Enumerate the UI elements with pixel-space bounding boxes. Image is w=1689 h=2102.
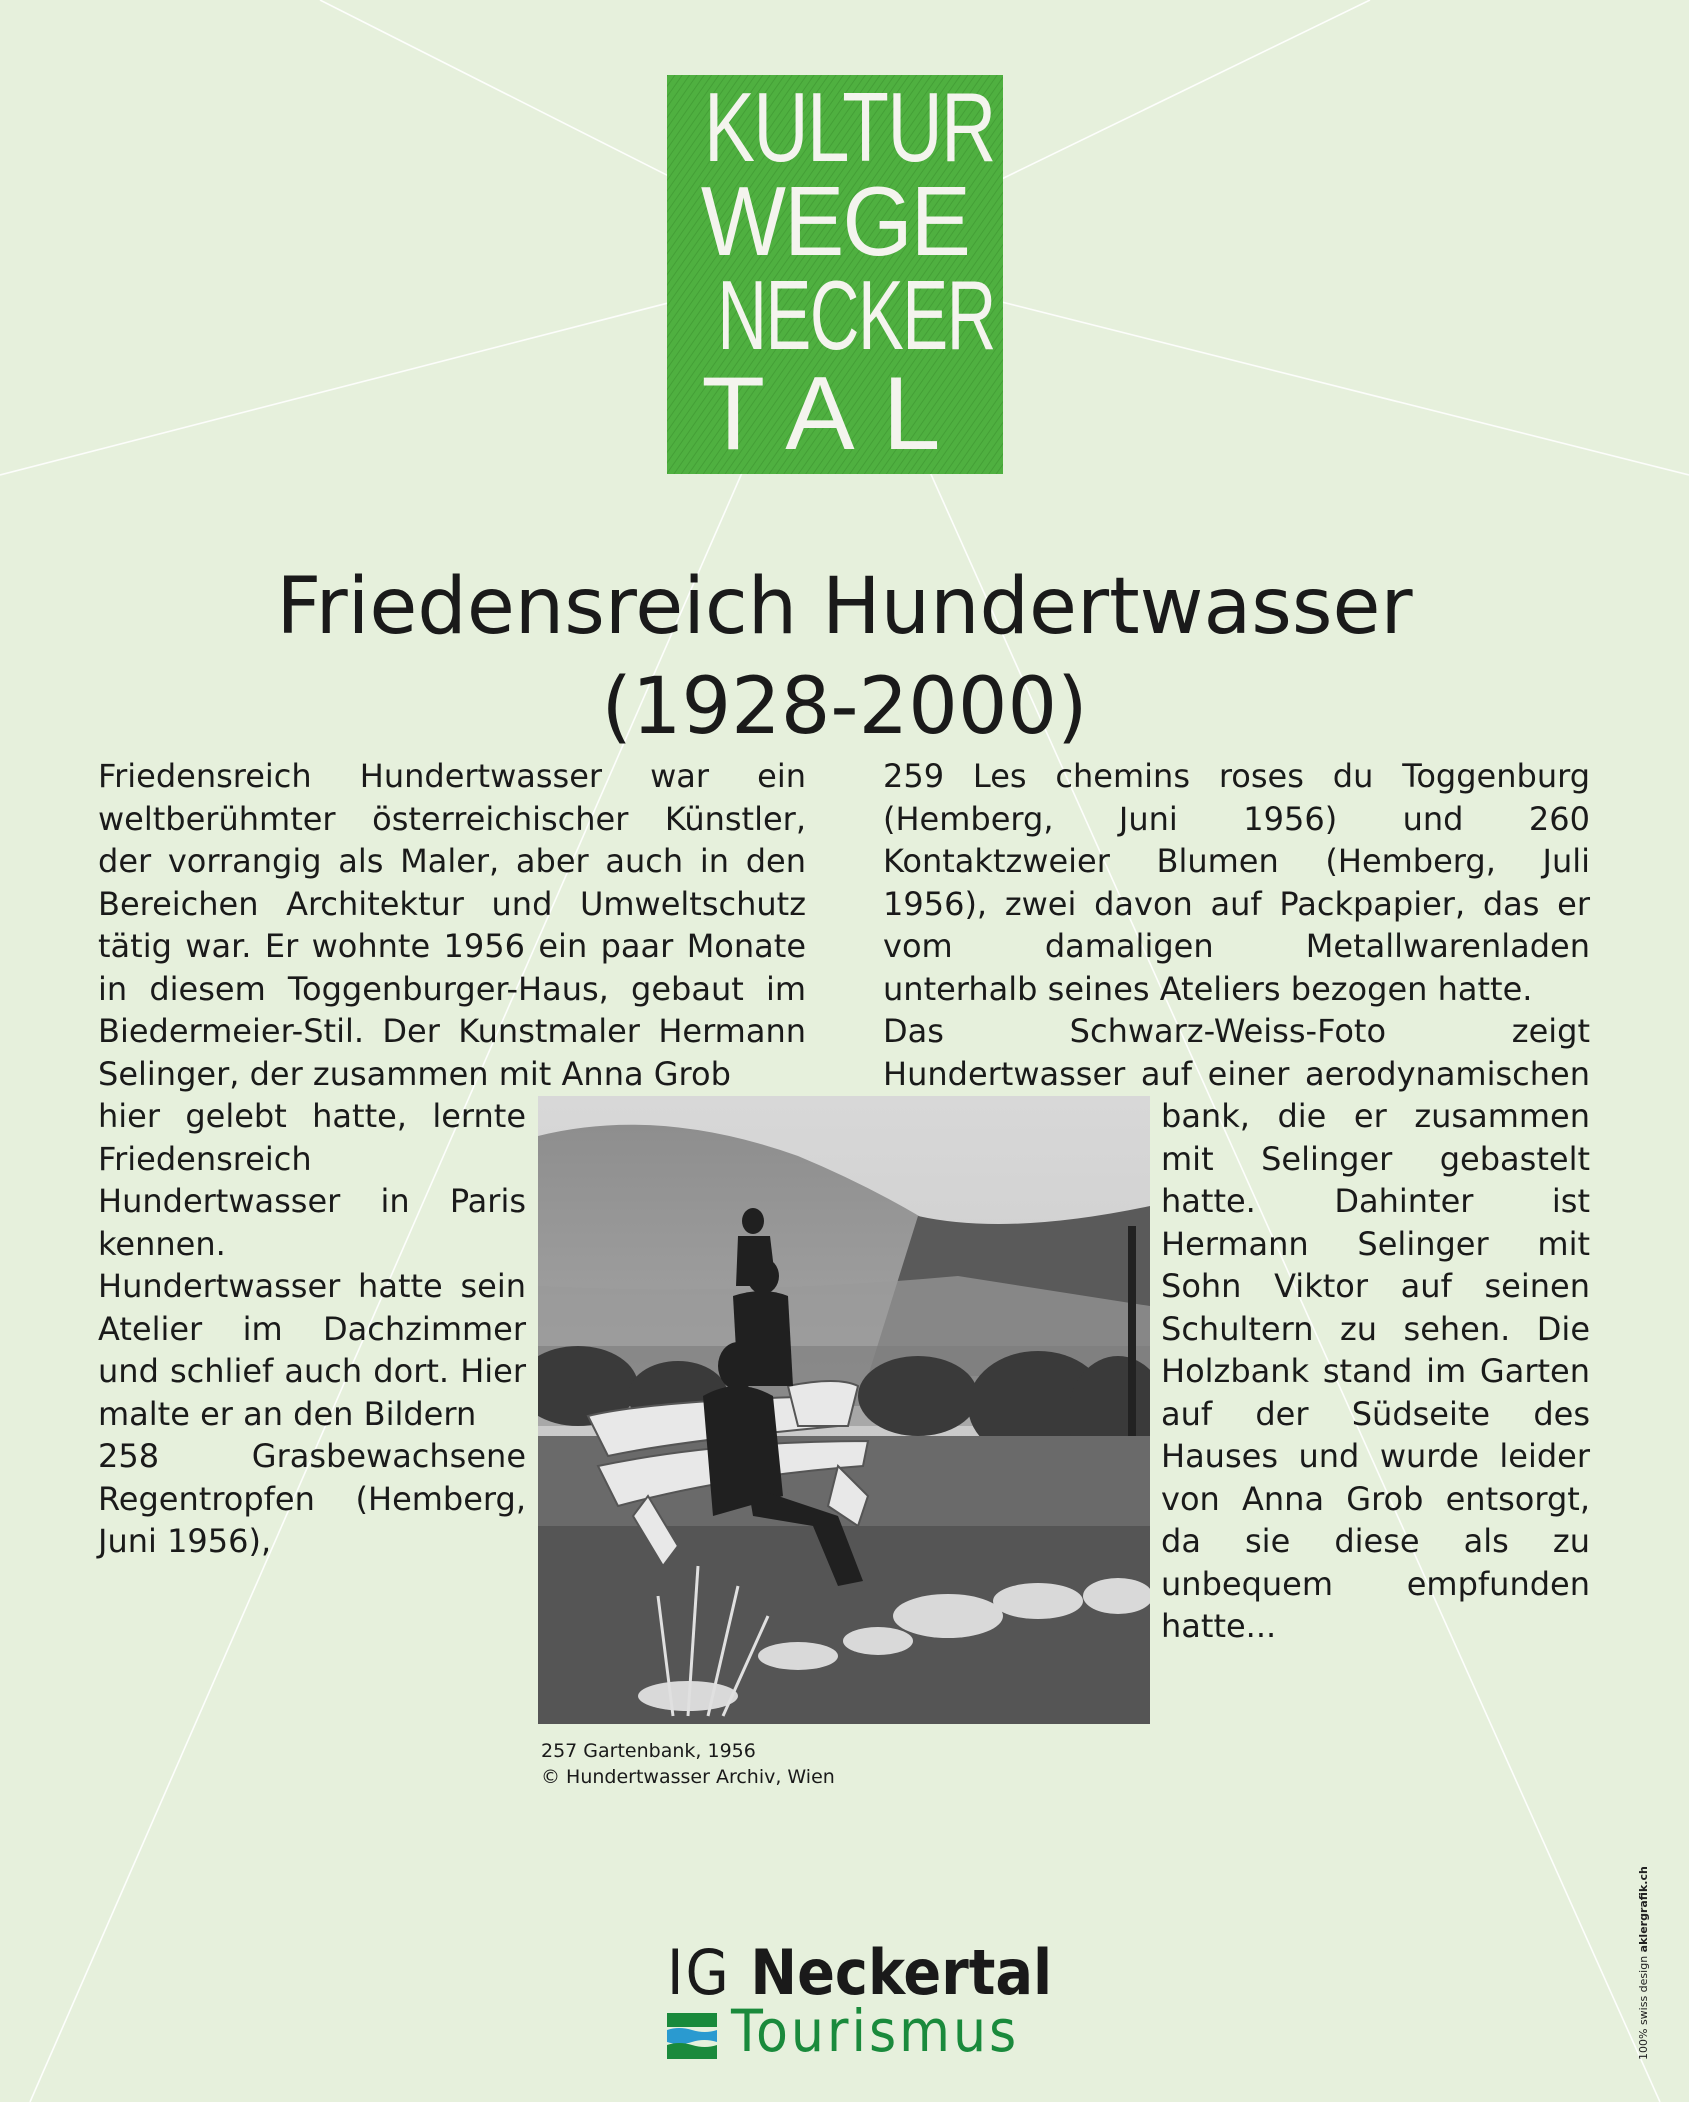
left-column-narrow	[98, 1095, 526, 1563]
caption-copyright: © Hundertwasser Archiv, Wien	[541, 1766, 835, 1788]
credit-site: aklergrafik.ch	[1637, 1866, 1650, 1953]
title-name: Friedensreich Hundertwasser	[276, 562, 1413, 652]
water-wave-icon	[667, 2013, 717, 2059]
caption-title: 257 Gartenbank, 1956	[541, 1740, 756, 1762]
title-years: (1928-2000)	[601, 662, 1088, 752]
left-paragraph-atelier: Hundertwasser hatte sein Atelier im Dachzimmer und schlief auch dort. Hier malte er an den Bildern	[98, 1267, 526, 1433]
right-paragraph-photo-intro: Das Schwarz-Weiss-Foto zeigt Hundertwasser auf einer aerodynamischen	[883, 1012, 1590, 1093]
design-credit	[1637, 1866, 1650, 2060]
intro-paragraph: Friedensreich Hundertwasser war ein weltberühmter österreichischer Künstler, der vorrangig als Maler, aber auch in den Bereichen Architektur und Umweltschutz tätig war. Er wohnte 1956 ein paar Monate in diesem Toggenburger-Haus, gebaut im Biedermeier-Stil. Der Kunstmaler Hermann Selinger, der zusammen mit Anna Grob	[98, 757, 806, 1093]
right-paragraph-paintings: 259 Les chemins roses du Toggenburg (Hemberg, Juni 1956) und 260 Kontaktzweier Blumen (Hemberg, Juli 1956), zwei davon auf Packpapier, das er vom damaligen Metallwarenladen unterhalb seines Ateliers bezogen hatte.	[883, 757, 1590, 1008]
garden-bench-photo	[538, 1096, 1150, 1724]
right-column-top	[883, 755, 1590, 1138]
right-paragraph-bench: bank, die er zusammen mit Selinger gebastelt hatte. Dahinter ist Hermann Selinger mit Sohn Viktor auf seinen Schultern zu sehen. Die Holzbank stand im Garten auf der Südseite des Hauses und wurde leider von Anna Grob entsorgt, da sie diese als zu unbequem empfunden hatte...	[1161, 1097, 1590, 1645]
left-paragraph-paris: hier gelebt hatte, lernte Friedensreich Hundertwasser in Paris kennen.	[98, 1097, 526, 1263]
right-column-narrow	[1161, 1095, 1590, 1648]
ig-neckertal-tourismus-logo	[667, 1936, 1053, 2065]
logo-word-tal: TAL	[701, 356, 969, 472]
ig-tourismus: Tourismus	[731, 1997, 1020, 2065]
left-column-intro	[98, 755, 806, 1095]
logo-word-necker: NECKER	[717, 260, 995, 370]
photo-caption	[541, 1738, 835, 1790]
ig-name: Neckertal	[750, 1936, 1053, 2009]
credit-prefix: 100% swiss design	[1637, 1952, 1650, 2060]
logo-word-kultur: KULTUR	[703, 75, 995, 182]
kulturwege-neckertal-logo	[667, 75, 1003, 474]
left-paragraph-painting-258: 258 Grasbewachsene Regentropfen (Hemberg, Juni 1956),	[98, 1437, 526, 1560]
logo-word-wege: WEGE	[700, 166, 970, 276]
page-title	[0, 557, 1689, 757]
ig-prefix: IG	[667, 1936, 751, 2009]
